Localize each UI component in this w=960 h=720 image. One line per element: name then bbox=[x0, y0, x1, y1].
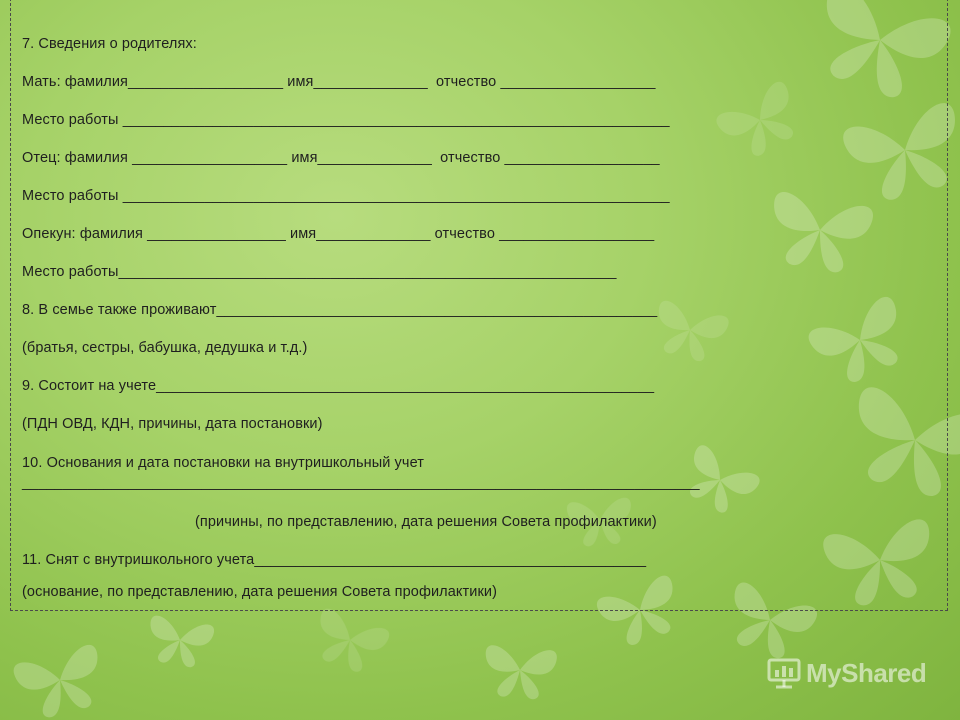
section-9-hint: (ПДН ОВД, КДН, причины, дата постановки) bbox=[22, 416, 323, 432]
section-11-hint: (основание, по представлению, дата решения Совета профилактики) bbox=[22, 584, 498, 600]
section-9-line: 9. Состоит на учете_____________________________________________________________ bbox=[22, 378, 655, 394]
watermark-text: MyShared bbox=[806, 657, 927, 688]
section-10-heading: 10. Основания и дата постановки на внутришкольный учет bbox=[22, 455, 424, 471]
guardian-name-line: Опекун: фамилия _________________ имя______________ отчество ___________________ bbox=[22, 226, 655, 242]
myshared-watermark bbox=[766, 656, 926, 690]
section-8-hint: (братья, сестры, бабушка, дедушка и т.д.) bbox=[22, 340, 308, 356]
section-11-line: 11. Снят с внутришкольного учета________________________________________________ bbox=[22, 552, 647, 568]
section-10-blank-line: ___________________________________________________________________________________ bbox=[22, 475, 700, 491]
presentation-board-icon bbox=[766, 656, 802, 690]
mother-name-line: Мать: фамилия___________________ имя______________ отчество ___________________ bbox=[22, 74, 656, 90]
section-10-hint: (причины, по представлению, дата решения Совета профилактики) bbox=[195, 514, 657, 530]
father-workplace-line: Место работы ___________________________________________________________________ bbox=[22, 188, 670, 204]
mother-workplace-line: Место работы ___________________________________________________________________ bbox=[22, 112, 670, 128]
section-8-line: 8. В семье также проживают______________________________________________________ bbox=[22, 302, 658, 318]
section-7-heading: 7. Сведения о родителях: bbox=[22, 36, 197, 52]
father-name-line: Отец: фамилия ___________________ имя______________ отчество ___________________ bbox=[22, 150, 660, 166]
guardian-workplace-line: Место работы_____________________________________________________________ bbox=[22, 264, 617, 280]
